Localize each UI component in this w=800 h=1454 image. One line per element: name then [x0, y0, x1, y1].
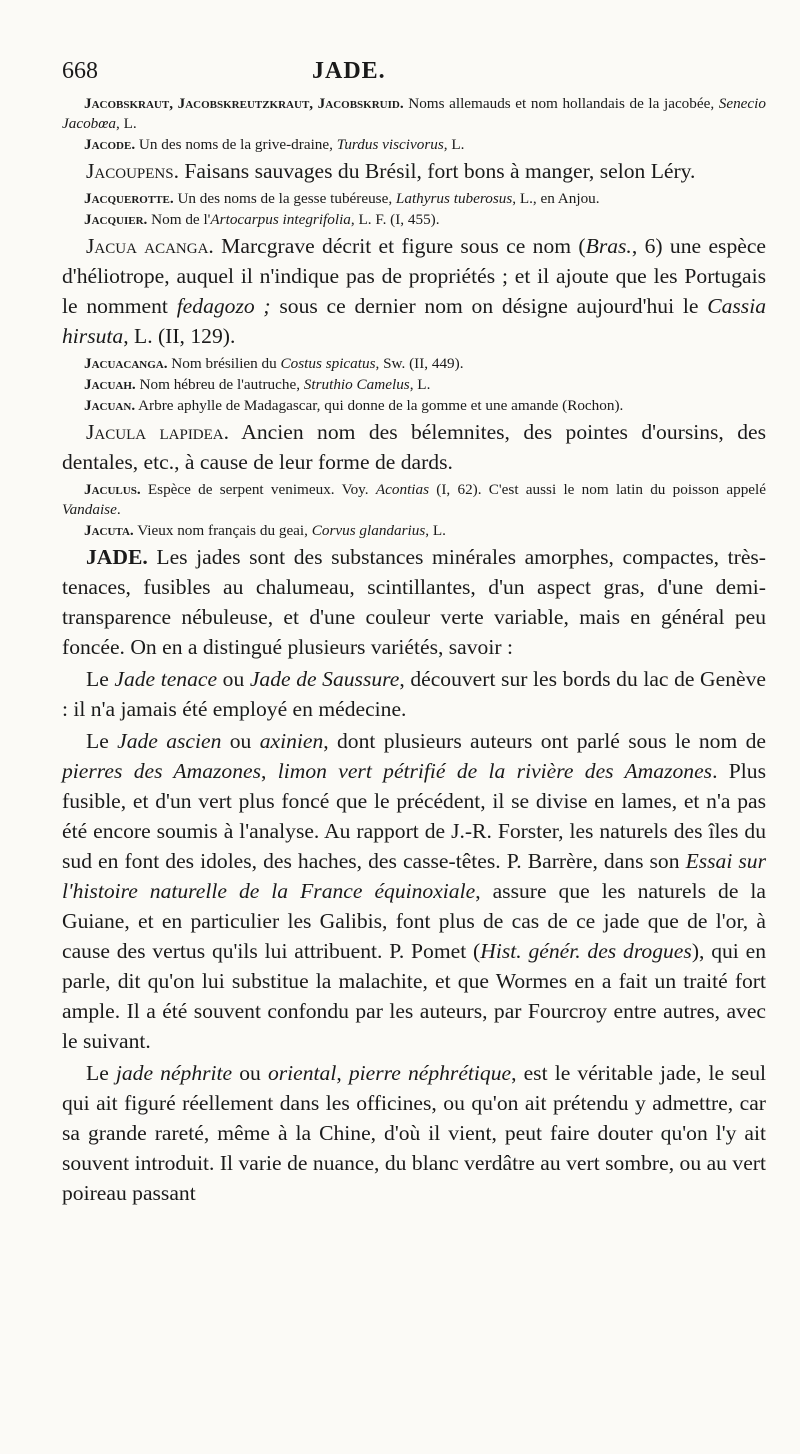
jade-tenace-paragraph	[62, 664, 766, 724]
entry-text: ), qui en parle, dit qu'on lui substitue la malachite, et que Wormes en a fait un traité fort ample. Il a été souvent confondu par les auteurs, par Fourcroy entre autres, avec le suivant.	[62, 939, 767, 1053]
entry-text: Nom de l'	[147, 211, 211, 228]
entry-headword: Jacoupens.	[86, 159, 179, 183]
entry-jacuta	[62, 521, 766, 541]
entry-text: Le	[86, 1061, 116, 1085]
entry-text: , découvert sur les bords du lac de Genève : il n'a jamais été employé en médecine.	[62, 667, 766, 721]
entry-italic: Corvus glandarius	[311, 522, 426, 539]
entry-jaculus	[62, 480, 766, 520]
entry-italic: Hist. génér. des drogues	[480, 939, 692, 963]
entry-text: .	[116, 501, 121, 518]
entry-text: ou	[221, 729, 260, 753]
entry-headword: Jacuah.	[84, 376, 136, 393]
entry-text: Vieux nom français du geai,	[133, 522, 312, 539]
entry-italic: Lathyrus tuberosus	[395, 190, 513, 207]
entry-text: , assure que les naturels de la Guiane, et en particulier les Galibis, font plus de cas de ce jade que de l'or, à cause des vertus qu'ils lui attribuent. P. Pomet (	[62, 879, 766, 963]
entry-text: Un des noms de la grive-draine,	[135, 136, 337, 153]
page-header	[62, 58, 766, 94]
entry-text: Espèce de serpent venimeux. Voy.	[140, 481, 376, 498]
entry-text: , L., en Anjou.	[512, 190, 600, 207]
entry-text: Arbre aphylle de Madagascar, qui donne de la gomme et une amande (Rochon).	[135, 397, 624, 414]
entry-jacuacanga	[62, 354, 766, 374]
entry-text: Nom hébreu de l'autruche,	[135, 376, 304, 393]
entry-italic: Jade tenace	[114, 667, 218, 691]
entry-text: , L.	[443, 136, 465, 153]
entry-headword: Jacuta.	[84, 522, 134, 539]
entry-text: Les jades sont des substances minérales amorphes, compactes, très-tenaces, fusibles au chalumeau, scintillantes, d'un aspect gras, d'une demi-transparence nébuleuse, et d'une couleur verte variable, mais en général peu foncée. On en a distingué plusieurs variétés, savoir :	[62, 545, 766, 659]
entry-headword: Jacquier.	[84, 211, 148, 228]
entry-italic: Artocarpus integrifolia	[210, 211, 351, 228]
entry-text: Ancien nom des bélemnites, des pointes d'oursins, des dentales, etc., à cause de leur forme de dards.	[62, 420, 767, 474]
entry-text: , L.	[116, 115, 137, 132]
entry-text: . Plus fusible, et d'un vert plus foncé que le précédent, il se divise en lames, et n'a pas été encore soumis à l'analyse. Au rapport de J.-R. Forster, les naturels des îles du sud en font des idoles, des haches, des casse-têtes. P. Barrère, dans son	[62, 759, 766, 873]
entry-text: Faisans sauvages du Brésil, fort bons à manger, selon Léry.	[178, 159, 696, 183]
entry-text: Le	[86, 729, 118, 753]
entry-italic: Essai sur l'histoire naturelle de la France équinoxiale	[62, 849, 766, 903]
page-number: 668	[62, 58, 98, 84]
entry-italic: Acontias	[375, 481, 430, 498]
entry-italic: Cassia hirsuta	[62, 294, 767, 348]
entry-text: , L.	[409, 376, 431, 393]
entry-text: , L. (II, 129).	[123, 324, 236, 348]
entry-jacquier	[62, 210, 766, 230]
entry-italic: Bras.	[585, 234, 632, 258]
entry-jacuah	[62, 375, 766, 395]
entry-italic: Turdus viscivorus	[336, 136, 444, 153]
entry-headword: Jacuan.	[84, 397, 136, 414]
entry-text: Noms allemauds et nom hollandais de la jacobée,	[403, 95, 719, 112]
entry-italic: Jade de Saussure	[249, 667, 400, 691]
entry-jacuan	[62, 396, 766, 416]
entry-text: , est le véritable jade, le seul qui ait figuré réellement dans les officines, ou qu'on ait prétendu y admettre, car sa grande rareté, même à la Chine, d'où il vient, peut faire douter qu'on l'y ait souvent introduit. Il varie de nuance, du blanc verdâtre au vert sombre, ou au vert poireau passant	[62, 1061, 766, 1205]
entry-italic: Senecio Jacobœa	[62, 95, 766, 132]
entry-italic: Jade ascien	[117, 729, 222, 753]
entry-italic: oriental	[267, 1061, 337, 1085]
entry-italic: Vandaise	[62, 501, 117, 518]
jade-intro-paragraph	[62, 542, 766, 662]
entry-text: , dont plusieurs auteurs ont parlé sous le nom de	[323, 729, 766, 753]
entry-headword: Jacula lapidea.	[86, 420, 230, 444]
entry-jacobskraut	[62, 94, 766, 134]
entry-text: sous ce dernier nom on désigne aujourd'hui le	[270, 294, 708, 318]
entry-italic: Struthio Camelus	[303, 376, 410, 393]
entry-headword: Jacobskraut, Jacobskreutzkraut, Jacobskruid.	[84, 95, 404, 112]
entry-text: Marcgrave décrit et figure sous ce nom (	[213, 234, 586, 258]
running-title: JADE.	[312, 58, 386, 84]
entry-text: ou	[232, 1061, 268, 1085]
entry-italic: jade néphrite	[115, 1061, 233, 1085]
entry-text: Un des noms de la gesse tubéreuse,	[173, 190, 396, 207]
entry-headword: Jacua acanga.	[86, 234, 214, 258]
entry-text: ,	[261, 759, 278, 783]
entry-italic: pierre néphrétique	[348, 1061, 512, 1085]
entry-italic: pierres des Amazones	[62, 759, 261, 783]
entry-text: , Sw. (II, 449).	[375, 355, 464, 372]
entry-headword: Jaculus.	[84, 481, 141, 498]
entry-text: ,	[336, 1061, 349, 1085]
jade-nephrite-paragraph	[62, 1058, 766, 1208]
entry-italic: Costus spicatus	[280, 355, 376, 372]
entry-headword: Jacquerotte.	[84, 190, 174, 207]
entry-text: ou	[217, 667, 250, 691]
entry-italic: axinien	[259, 729, 324, 753]
entry-jacoupens	[62, 156, 766, 186]
entry-headword: JADE.	[86, 545, 148, 569]
entry-text: Nom brésilien du	[167, 355, 281, 372]
entry-text: , L. F. (I, 455).	[350, 211, 440, 228]
entry-headword: Jacuacanga.	[84, 355, 168, 372]
entry-text: Le	[86, 667, 115, 691]
entry-text: (I, 62). C'est aussi le nom latin du poisson appelé	[429, 481, 766, 498]
entry-jacula-lapidea	[62, 417, 766, 477]
entry-jacua-acanga	[62, 231, 766, 351]
entry-jacquerotte	[62, 189, 766, 209]
entry-jacode	[62, 135, 766, 155]
entry-headword: Jacode.	[84, 136, 136, 153]
entry-text: , L.	[425, 522, 446, 539]
jade-ascien-paragraph	[62, 726, 766, 1056]
entry-italic: limon vert pétrifié de la rivière des Amazones	[277, 759, 713, 783]
entry-italic: fedagozo ;	[176, 294, 271, 318]
entry-text: , 6) une espèce d'héliotrope, auquel il n'indique pas de propriétés ; et il ajoute que les Portugais le nomment	[62, 234, 766, 318]
